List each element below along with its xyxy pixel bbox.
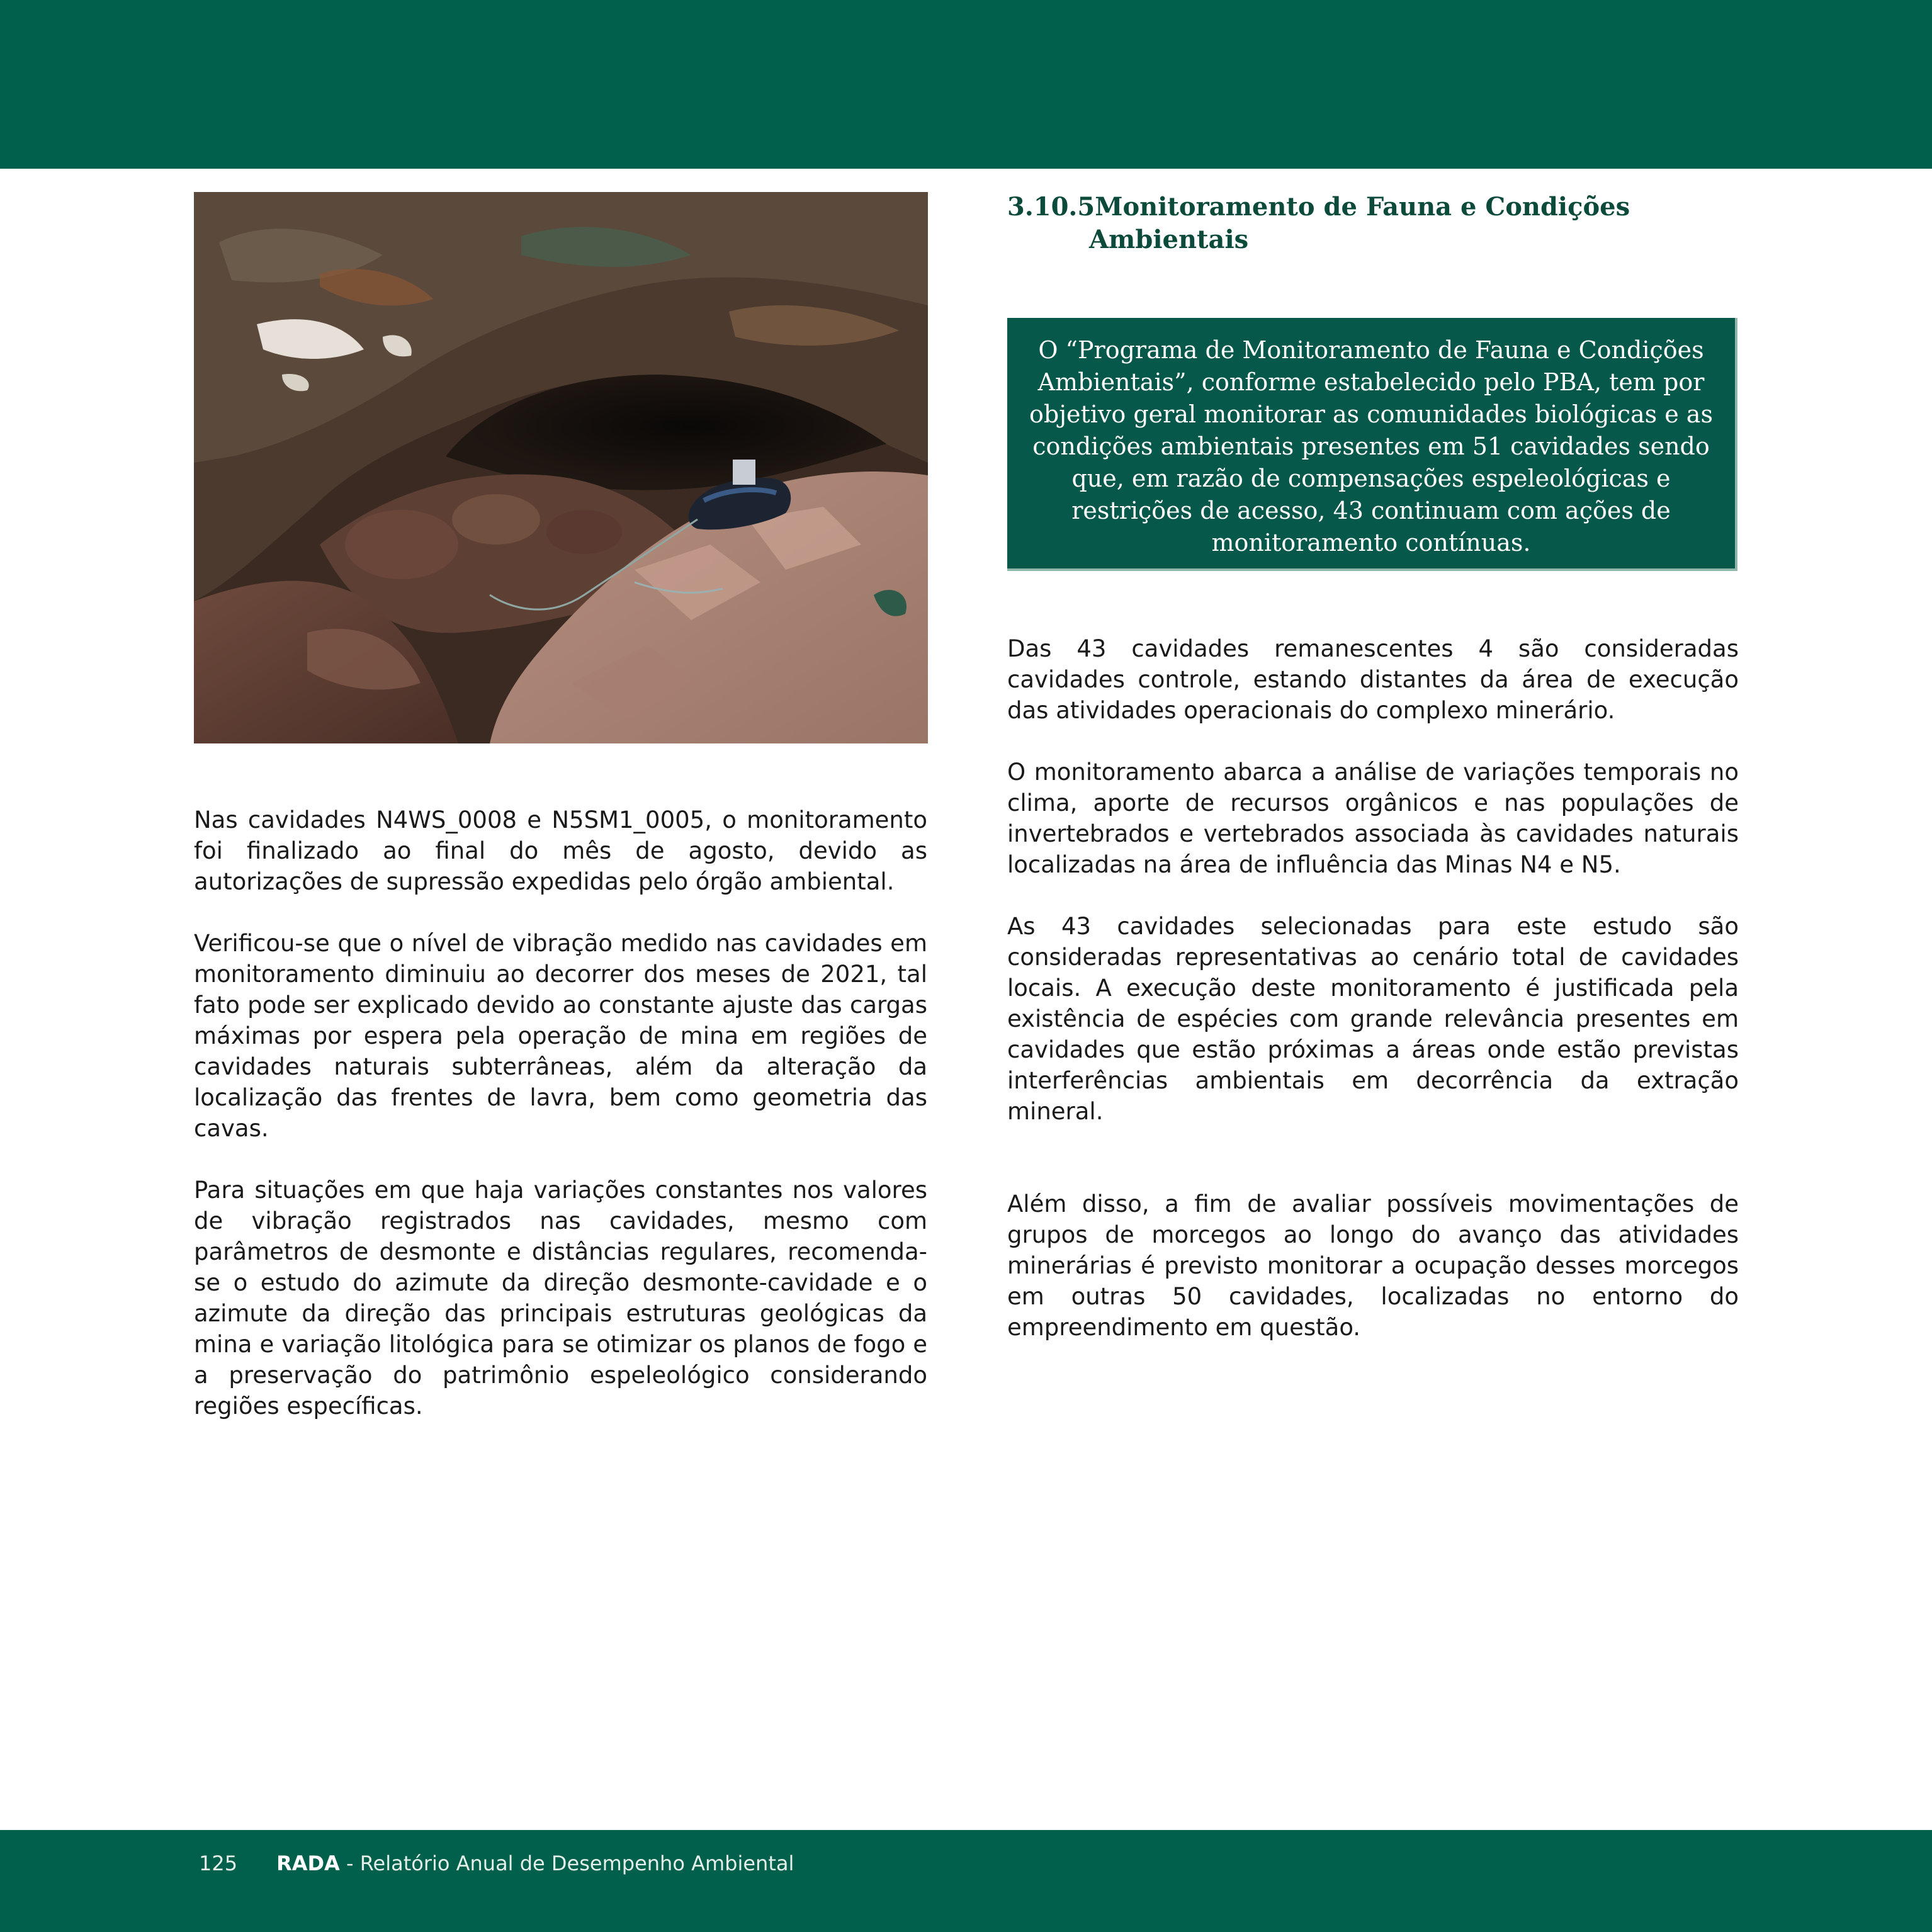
footer-band xyxy=(0,1830,1932,1932)
footer xyxy=(199,1851,794,1876)
summary-callout xyxy=(1007,318,1737,571)
page-number: 125 xyxy=(199,1851,238,1875)
paragraph: Para situações em que haja variações constantes nos valores de vibração registrados nas cavidades, mesmo com parâmetros de desmonte e distâncias regulares, recomenda-se o estudo do azimute da direção desmonte-cavidade e o azimute da direção das principais estruturas geológicas da mina e variação litológica para se otimizar os planos de fogo e a preservação do patrimônio espeleológico considerando regiões específicas. xyxy=(194,1177,927,1420)
section-number: 3.10.5 xyxy=(1007,192,1095,222)
paragraph: O monitoramento abarca a análise de variações temporais no clima, aporte de recursos orgânicos e nas populações de invertebrados e vertebrados associada às cavidades naturais localizadas na área de influência das Minas N4 e N5. xyxy=(1007,759,1739,878)
paragraph: As 43 cavidades selecionadas para este estudo são consideradas representativas ao cenário total de cavidades locais. A execução deste monitoramento é justificada pela existência de espécies com grande relevância presentes em cavidades que estão próximas a áreas onde estão previstas interferências ambientais em decorrência da extração mineral. xyxy=(1007,913,1739,1125)
paragraph: Nas cavidades N4WS_0008 e N5SM1_0005, o monitoramento foi finalizado ao final do mês de agosto, devido as autorizações de supressão expedidas pelo órgão ambiental. xyxy=(194,806,927,895)
section-title-line2: Ambientais xyxy=(1089,225,1249,254)
left-column xyxy=(194,805,927,1421)
footer-subtitle: - Relatório Anual de Desempenho Ambiental xyxy=(339,1851,794,1875)
paragraph: Verificou-se que o nível de vibração medido nas cavidades em monitoramento diminuiu ao decorrer dos meses de 2021, tal fato pode ser explicado devido ao constante ajuste das cargas máximas por espera pela operação de mina em regiões de cavidades naturais subterrâneas, além da alteração da localização das frentes de lavra, bem como geometria das cavas. xyxy=(194,930,927,1142)
paragraph: Além disso, a fim de avaliar possíveis movimentações de grupos de morcegos ao longo do avanço das atividades minerárias é previsto monitorar a ocupação desses morcegos em outras 50 cavidades, localizadas no entorno do empreendimento em questão. xyxy=(1007,1190,1739,1341)
right-column xyxy=(1007,633,1739,1343)
callout-text: O “Programa de Monitoramento de Fauna e Condições Ambientais”, conforme estabelecido pelo PBA, tem por objetivo geral monitorar as comunidades biológicas e as condições ambientais presentes em 51 cavidades sendo que, em razão de compensações espeleológicas e restrições de acesso, 43 continuam com ações de monitoramento contínuas. xyxy=(1029,336,1713,556)
footer-brand: RADA xyxy=(276,1851,340,1875)
cave-illustration xyxy=(194,192,928,743)
cave-photo xyxy=(194,192,928,743)
section-title-line1: Monitoramento de Fauna e Condições xyxy=(1095,192,1630,222)
paragraph: Das 43 cavidades remanescentes 4 são consideradas cavidades controle, estando distantes da área de execução das atividades operacionais do complexo minerário. xyxy=(1007,635,1739,724)
header-band xyxy=(0,0,1932,169)
section-heading xyxy=(1007,191,1737,256)
